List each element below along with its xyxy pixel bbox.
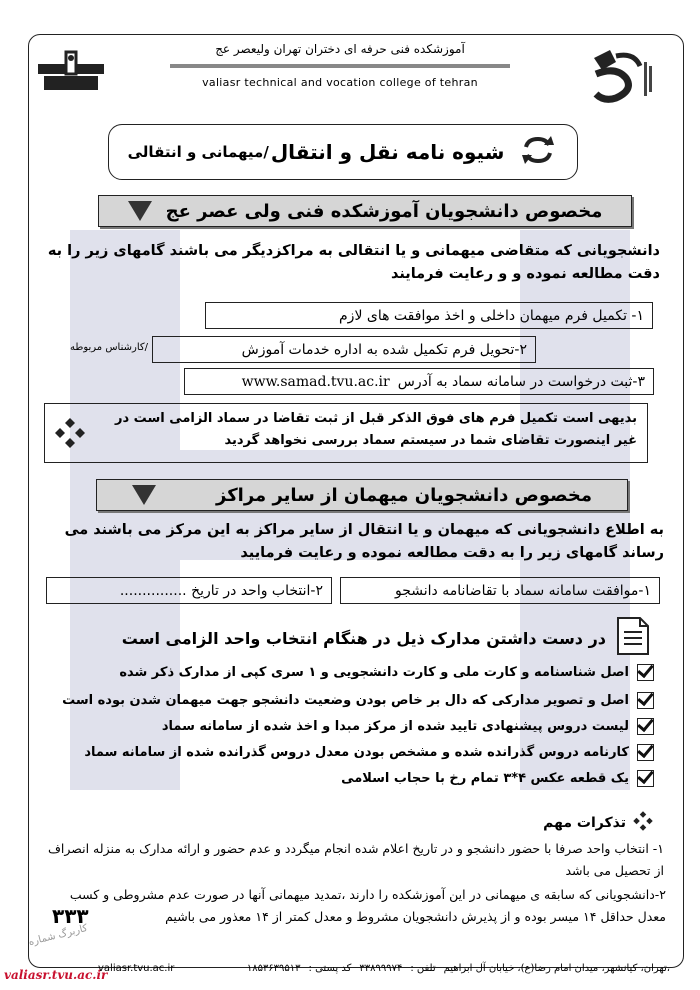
document-item-text: یک قطعه عکس ۴*۳ تمام رخ با حجاب اسلامی <box>341 771 629 786</box>
section2-intro: به اطلاع دانشجویانی که میهمان و یا انتقال از سایر مراکز به این مرکز می باشند می رساند گامهای زیر را به دقت مطالعه نموده و رعایت فرمایید <box>64 522 664 561</box>
documents-heading: در دست داشتن مدارک ذیل در هنگام انتخاب واحد الزامی است <box>121 628 606 648</box>
refresh-icon <box>518 136 558 168</box>
stamp-text: کاربرگ شماره <box>27 922 89 949</box>
footer-postal: ۱۸۵۳۶۳۹۵۱۳ <box>246 963 301 974</box>
document-item <box>84 744 654 761</box>
page-title: شیوه نامه نقل و انتقال <box>270 140 505 164</box>
checkbox-checked-icon <box>637 718 654 735</box>
document-item <box>119 664 654 681</box>
checkbox-checked-icon <box>637 744 654 761</box>
document-item-text: اصل شناسنامه و کارت ملی و کارت دانشجویی و ۱ سری کپی از مدارک ذکر شده <box>119 665 629 680</box>
checkbox-checked-icon <box>637 692 654 709</box>
document-item <box>341 770 654 787</box>
header-divider <box>170 64 510 68</box>
section1-note <box>44 403 648 463</box>
section1-step3 <box>184 368 654 395</box>
document-item <box>162 718 654 735</box>
section1-step1 <box>205 302 653 329</box>
section1-intro: دانشجویانی که متقاضی میهمانی و یا انتقالی به مراکزدیگر می باشند گامهای زیر را به دقت مطالعه نموده و و رعایت فرمایند <box>47 243 660 282</box>
title-box <box>108 124 578 180</box>
diamond-cluster-icon <box>53 416 87 458</box>
step3-text: ۳-ثبت درخواست در سامانه سماد به آدرس <box>397 373 645 390</box>
document-item-text: لیست دروس پیشنهادی تایید شده از مرکز مبدا و اخذ شده از سامانه سماد <box>161 719 629 734</box>
college-logo-icon <box>586 48 656 108</box>
reminders-heading: تذکرات مهم <box>543 815 626 831</box>
checkbox-checked-icon <box>637 770 654 787</box>
footer-phone: ۳۳۸۹۹۹۷۴ <box>359 963 403 974</box>
reminders-heading-row <box>543 810 654 836</box>
institution-name-fa: آموزشکده فنی حرفه ای دختران تهران ولیعصر عج <box>215 42 465 56</box>
triangle-down-icon <box>128 201 152 221</box>
footer-site-badge[interactable]: valiasr.tvu.ac.ir <box>4 968 108 982</box>
document-item-text: اصل و تصویر مدارکی که دال بر خاص بودن وضعیت دانشجو جهت میهمان شدن بوده است <box>62 693 629 708</box>
documents-heading-row <box>110 618 650 658</box>
section2-step1-text: ۱-موافقت سامانه سماد با تقاضانامه دانشجو <box>395 582 651 599</box>
footer-phone-label: تلفن : <box>410 963 436 974</box>
section1-note-text: بدیهی است تکمیل فرم های فوق الذکر قبل از ثبت تقاضا در سماد الزامی است در غیر اینصورت تقاضای شما در سیستم سماد بررسی نخواهد گردید <box>115 411 637 448</box>
section2-step2 <box>46 577 332 604</box>
section1-step2 <box>152 336 536 363</box>
reminder-item-2: ۲-دانشجویانی که سابقه ی میهمانی در این آموزشکده را دارند ،تمدید میهمانی آنها در صورت عدم مشروطی و کسب معدل حداقل ۱۴ میسر بوده و از پذیرش دانشجویان مشروط و معدل کمتر از ۱۴ معذور می باشیم <box>69 887 666 924</box>
footer-bar <box>0 963 700 990</box>
document-icon <box>616 616 650 660</box>
book-logo-icon <box>38 50 104 96</box>
reminder-item-1: ۱- انتخاب واحد صرفا با حضور دانشجو و در تاریخ اعلام شده انجام میگردد و عدم حضور و ارائه مدارک به منزله انصراف از تحصیل می باشد <box>47 841 664 878</box>
page-subtitle: /میهمانی و انتقالی <box>127 143 269 161</box>
footer-address: ،تهران، کیانشهر، میدان امام رضا(ع)، خیابان آل ابراهیم <box>443 963 670 974</box>
footer-postal-label: کد پستی : <box>308 963 352 974</box>
institution-name-en: valiasr technical and vocation college of tehran <box>202 76 478 89</box>
section1-heading <box>98 195 632 227</box>
section1-heading-text: مخصوص دانشجویان آموزشکده فنی ولی عصر عج <box>165 200 603 222</box>
step1-text: ۱- تکمیل فرم میهمان داخلی و اخذ موافقت های لازم <box>339 307 644 324</box>
footer-website[interactable]: valiasr.tvu.ac.ir <box>98 963 175 974</box>
diamond-cluster-icon <box>632 810 654 836</box>
document-item-text: کارنامه دروس گذرانده شده و مشخص بودن معدل دروس گذرانده شده از سامانه سماد <box>84 745 629 760</box>
page-number: ۳۳۳ <box>52 904 89 928</box>
footer-contact <box>200 963 670 974</box>
section2-step1 <box>340 577 660 604</box>
step2-note: /کارشناس مربوطه <box>70 342 148 353</box>
section2-step2-text: ۲-انتخاب واحد در تاریخ ............... <box>119 582 323 599</box>
document-item <box>62 692 654 709</box>
checkbox-checked-icon <box>637 664 654 681</box>
samad-url[interactable]: www.samad.tvu.ac.ir <box>241 373 390 390</box>
section2-heading-text: مخصوص دانشجویان میهمان از سایر مراکز <box>216 484 592 506</box>
triangle-down-icon <box>132 485 156 505</box>
section2-heading <box>96 479 628 511</box>
step2-text: ۲-تحویل فرم تکمیل شده به اداره خدمات آموزش <box>241 341 527 358</box>
